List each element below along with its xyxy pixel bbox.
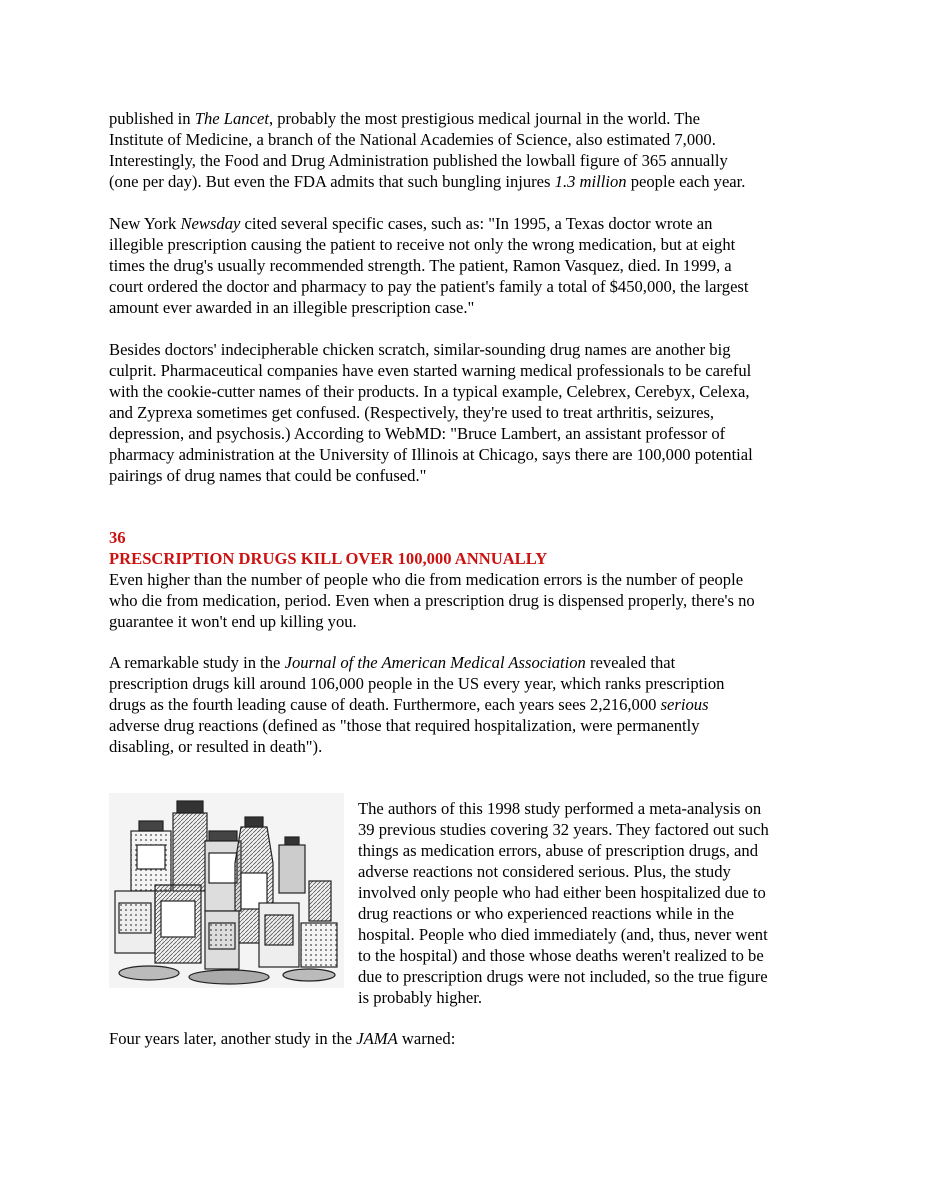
- prescription-bottles-illustration: [109, 793, 344, 988]
- paragraph-meta-analysis: The authors of this 1998 study performed a meta-analysis on 39 previous studies covering 32 years. They factored out such things as medication errors, abuse of prescription drugs, and adverse reactions not considered serious. Plus, the study involved only people who had either been hospitalized due to drug reactions or who experienced reactions while in the hospital. People who died immediately (and, thus, never went to the hospital) and those whose deaths weren't realized to be due to prescription drugs were not included, so the true figure is probably higher.: [358, 799, 769, 1007]
- paragraph-jama-study: A remarkable study in the Journal of the American Medical Association revealed that prescription drugs kill around 106,000 people in the US every year, which ranks prescription drugs as the fourth leading cause of death. Furthermore, each years sees 2,216,000 serious adverse drug reactions (defined as "those that required hospitalization, were permanently disabling, or resulted in death").: [109, 653, 725, 756]
- paragraph-intro: Even higher than the number of people who die from medication errors is the number of people who die from medication, period. Even when a prescription drug is dispensed properly, there's no guarantee it won't end up killing you.: [109, 570, 755, 631]
- section-heading: PRESCRIPTION DRUGS KILL OVER 100,000 ANNUALLY: [109, 549, 548, 568]
- section-number: 36: [109, 528, 126, 547]
- paragraph-lancet: published in The Lancet, probably the most prestigious medical journal in the world. The Institute of Medicine, a branch of the National Academies of Science, also estimated 7,000. Interestingly, the Food and Drug Administration published the lowball figure of 365 annually (one per day). But even the FDA admits that such bungling injures 1.3 million people each year.: [109, 109, 746, 191]
- paragraph-drug-names: Besides doctors' indecipherable chicken scratch, similar-sounding drug names are another big culprit. Pharmaceutical companies have even started warning medical professionals to be careful with the cookie-cutter names of their products. In a typical example, Celebrex, Cerebyx, Celexa, and Zyprexa sometimes get confused. (Respectively, they're used to treat arthritis, seizures, depression, and psychosis.) According to WebMD: "Bruce Lambert, an assistant professor of pharmacy administration at the University of Illinois at Chicago, says there are 100,000 potential pairings of drug names that could be confused.": [109, 340, 753, 485]
- paragraph-newsday: New York Newsday cited several specific cases, such as: "In 1995, a Texas doctor wrote an illegible prescription causing the patient to receive not only the wrong medication, but at eight times the drug's usually recommended strength. The patient, Ramon Vasquez, died. In 1999, a court ordered the doctor and pharmacy to pay the patient's family a total of $450,000, the largest amount ever awarded in an illegible prescription case.": [109, 214, 749, 317]
- paragraph-jama-warning: Four years later, another study in the JAMA warned:: [109, 1029, 456, 1048]
